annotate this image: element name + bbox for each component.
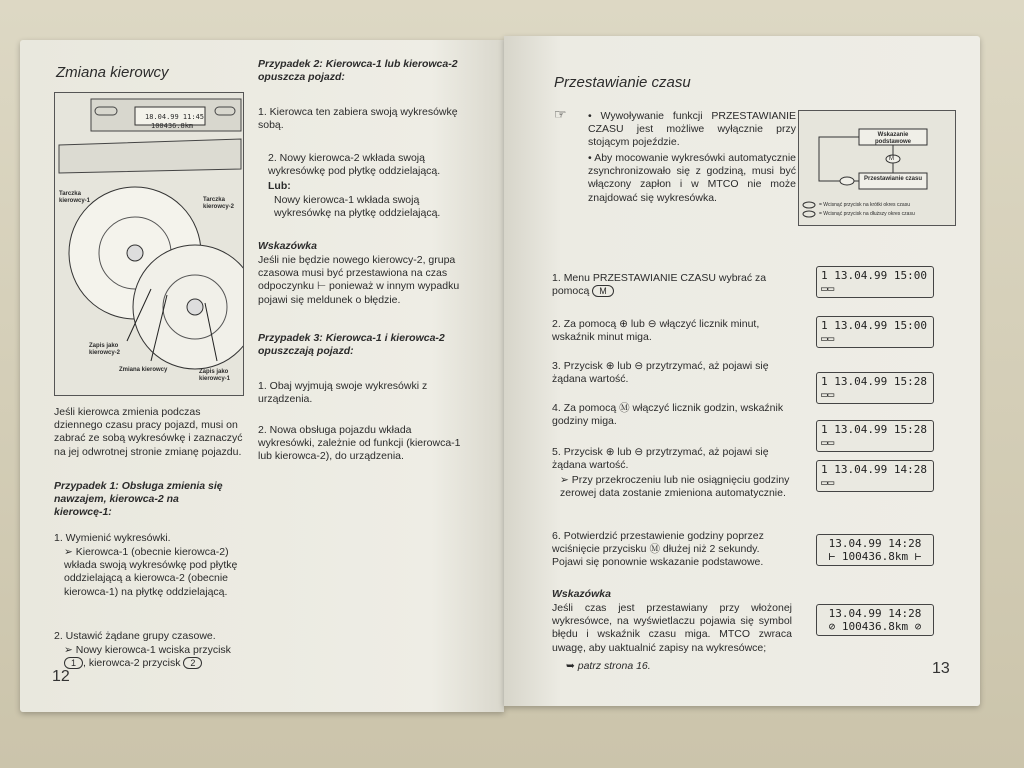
lcd-line1: 1 13.04.99 14:28 [821,463,927,476]
label-zapis-2: Zapis jako kierowcy-2 [89,343,121,356]
step-text: Menu PRZESTAWIANIE CZASU wybrać za pomocą [552,272,767,298]
step-4 [552,402,792,428]
case2-title: Przypadek 2: Kierowca-1 lub kierowca-2 opuszcza pojazd: [258,58,458,84]
step-text: Przycisk ⊕ lub ⊖ przytrzymać, aż pojawi się żądana wartość. [552,446,769,472]
illustration-display-line1: 18.04.99 11:45 [145,113,205,121]
hint-title: Wskazówka [258,240,317,252]
lcd-line1: 13.04.99 14:28 [828,537,922,550]
case1-step1-detail [64,546,244,599]
arrow-icon: ➢ [64,644,73,656]
menu-flow-diagram [798,110,956,226]
step-number: 6. [552,530,561,542]
case2-step2: 2. Nowy kierowca-2 wkłada swoją wykresówkę pod płytkę oddzielającą. [268,152,441,178]
case1-step2-detail-text2: , kierowca-2 przycisk [83,657,181,670]
page-title: Przestawianie czasu [554,74,691,91]
label-tarczka-2: Tarczka kierowcy-2 [203,197,235,210]
case3-step2: 2. Nowa obsługa pojazdu wkłada wykresówki, zależnie od funkcji (kierowca-1 lub kierowca-2), do urządzenia. [258,424,461,463]
step-1 [552,272,792,298]
case1-step2: 2. Ustawić żądane grupy czasowe. [54,630,216,642]
lcd-line2: ⊘ 100436.8km ⊘ [828,620,922,633]
label-zmiana: Zmiana kierowcy [119,367,168,373]
label-zapis-1: Zapis jako kierowcy-1 [199,369,231,382]
hint-text: Jeśli nie będzie nowego kierowcy-2, grupa czasowa musi być przestawiona na czas odpoczynku ⊢ ponieważ w innym wypadku pojawi się meldunek o błędzie. [258,254,460,306]
case1-step1-detail-text: Kierowca-1 (obecnie kierowca-2) wkłada swoją wykresówkę pod płytkę oddzielającą a kierowca-2 (obecnie kierowca-1) na płytkę oddzielającą. [64,546,238,598]
bullet-2: • Aby mocowanie wykresówki automatycznie zsynchronizowało się z godziną, musi być włączony zapłon i w MTCO nie może znajdować się wykresówka. [588,152,796,204]
bullet-1: • Wywoływanie funkcji PRZESTAWIANIE CZASU jest możliwe wyłącznie przy stojącym pojeździe. [588,110,796,149]
step-text: Za pomocą Ⓜ włączyć licznik godzin, wskaźnik godziny miga. [552,402,784,428]
right-page [504,36,980,706]
left-page [20,40,504,712]
step-6 [552,530,792,570]
tachograph-drawing [55,93,243,395]
step-text: Za pomocą ⊕ lub ⊖ włączyć licznik minut, wskaźnik minut miga. [552,318,760,344]
driver1-button-symbol: 1 [64,657,83,669]
lcd-step-5 [816,460,934,492]
diagram-box-przestawianie: Przestawianie czasu [863,176,923,182]
hint-text: Jeśli czas jest przestawiany przy włożonej wykresówce, na wyświetlaczu pojawia się symbol błędu i wskaźnik czasu miga. MTCO zwraca uwagę, aby uaktualnić zapisy na wykresówce; [552,602,792,654]
bullet-2-text: Aby mocowanie wykresówki automatycznie zsynchronizowało się z godziną, musi być włączony zapłon i w MTCO nie może znajdować się wykresówka. [588,152,796,204]
step-text: Potwierdzić przestawienie godziny poprzez wciśnięcie przycisku Ⓜ dłużej niż 2 sekundy. Pojawi się ponownie wskazanie podstawowe. [552,530,764,569]
case1-title: Przypadek 1: Obsługa zmienia się nawzajem, kierowca-2 na kierowcę-1: [54,480,223,519]
page-number: 13 [932,660,950,677]
m-button-symbol: M [592,285,614,297]
arrow-right-icon: ➥ [566,660,575,672]
step-3 [552,360,792,386]
lcd-line2: ▭▭ [821,476,835,489]
diagram-legend-2: = Wcisnąć przycisk na dłuższy okres czasu [819,211,915,217]
bullet-1-text: Wywoływanie funkcji PRZESTAWIANIE CZASU jest możliwe wyłącznie przy stojącym pojeździe. [588,110,796,149]
diagram-m-label: M [889,156,894,162]
page-number: 12 [52,668,70,685]
lcd-step-2 [816,316,934,348]
case1-step2-detail-text: Nowy kierowca-1 wciska przycisk [75,644,231,656]
diagram-box-podstawowe: Wskazanie podstawowe [874,132,911,145]
hint-reference [566,660,651,673]
diagram-legend-1: = Wcisnąć przycisk na krótki okres czasu [819,202,910,208]
case2-or-text: Nowy kierowca-1 wkłada swoją wykresówkę na płytkę oddzielającą. [274,194,441,220]
lcd-line2: ▭▭ [821,388,835,401]
hint-reference-text: patrz strona 16. [577,660,651,672]
case3-step1: 1. Obaj wyjmują swoje wykresówki z urządzenia. [258,380,428,406]
lcd-line1: 1 13.04.99 15:00 [821,269,927,282]
lcd-step-6 [816,534,934,566]
lcd-line2: ▭▭ [821,436,835,449]
step-number: 5. [552,446,561,458]
tachograph-illustration [54,92,244,396]
lcd-line1: 13.04.99 14:28 [828,607,922,620]
case1-step2-detail [64,644,249,670]
lcd-step-4 [816,420,934,452]
label-tarczka-1: Tarczka kierowcy-1 [59,191,91,204]
hint-title: Wskazówka [552,588,611,600]
lcd-step-1 [816,266,934,298]
lcd-line2: ▭▭ [821,332,835,345]
lcd-line1: 1 13.04.99 15:28 [821,423,927,436]
step-number: 3. [552,360,561,372]
step-5 [552,446,792,472]
case3-title: Przypadek 3: Kierowca-1 i kierowca-2 opuszczają pojazd: [258,332,445,358]
step-5-note-text: Przy przekroczeniu lub nie osiągnięciu godziny zerowej data zostanie zmieniona automatycznie. [560,474,790,500]
page-title: Zmiana kierowcy [56,64,169,81]
case1-step1: 1. Wymienić wykresówki. [54,532,171,544]
step-5-note [560,474,792,500]
driver2-button-symbol: 2 [183,657,202,669]
arrow-icon: ➢ [560,474,569,486]
lcd-line2: ▭▭ [821,282,835,295]
lcd-line2: ⊢ 100436.8km ⊢ [828,550,922,563]
case2-step1: 1. Kierowca ten zabiera swoją wykresówkę sobą. [258,106,458,132]
case2-or: Lub: [268,180,291,192]
lcd-line1: 1 13.04.99 15:28 [821,375,927,388]
step-number: 4. [552,402,561,414]
step-text: Przycisk ⊕ lub ⊖ przytrzymać, aż pojawi się żądana wartość. [552,360,769,386]
arrow-icon: ➢ [64,546,73,558]
step-number: 1. [552,272,561,284]
step-2 [552,318,792,344]
illustration-display-line2: 100436.8km [151,122,194,130]
step-number: 2. [552,318,561,330]
lcd-step-3 [816,372,934,404]
pointing-hand-icon: ☞ [554,106,567,122]
lcd-line1: 1 13.04.99 15:00 [821,319,927,332]
lcd-hint [816,604,934,636]
intro-paragraph: Jeśli kierowca zmienia podczas dziennego czasu pracy pojazd, musi on zabrać ze sobą wykresówkę i zaznaczyć na jej odwrotnej stronie zmianę pojazdu. [54,406,243,458]
